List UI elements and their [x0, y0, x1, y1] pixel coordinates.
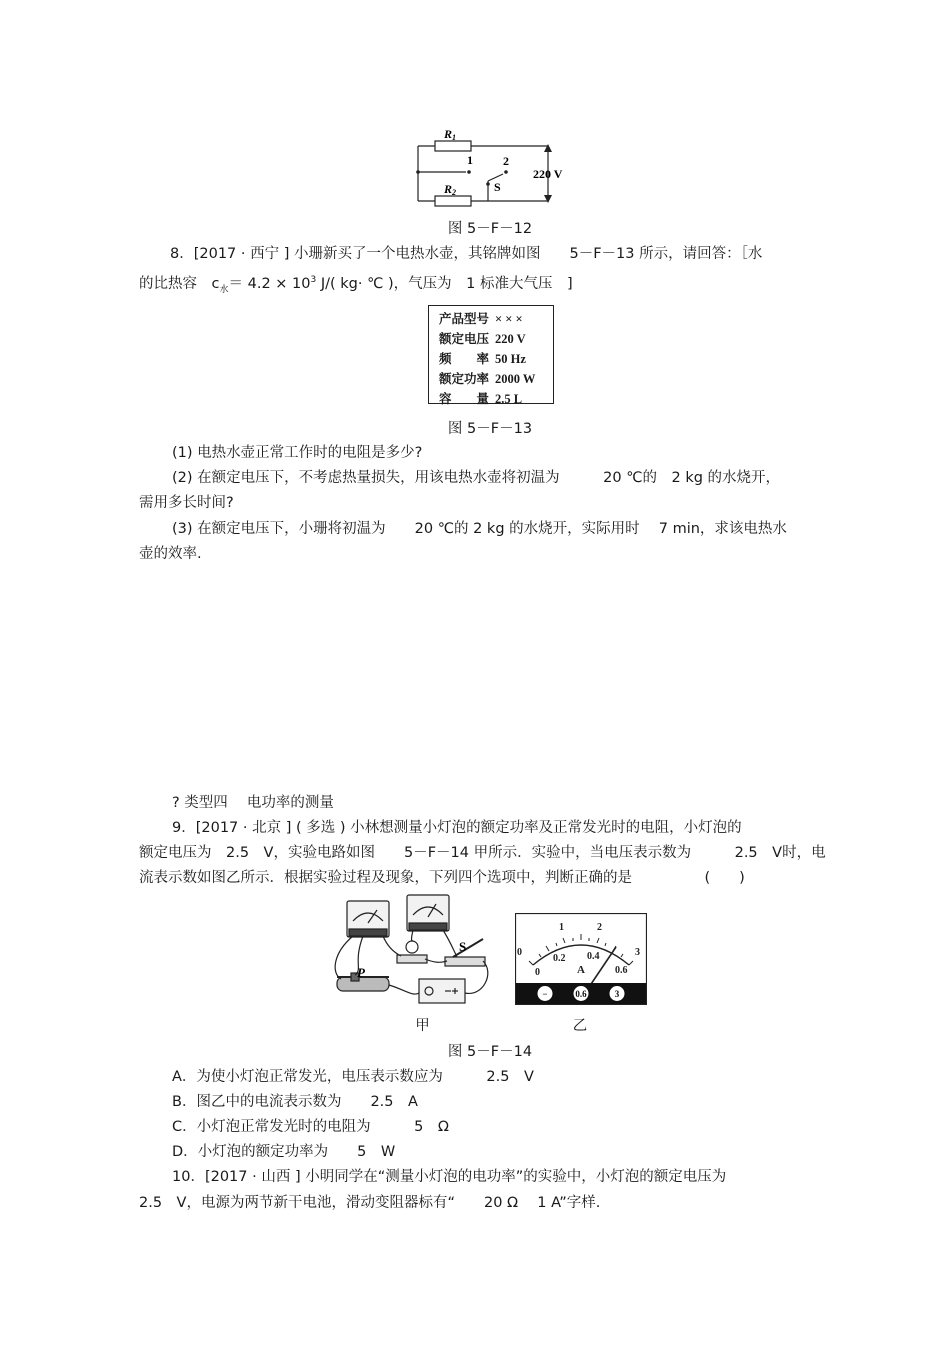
- voltage-label: 220 V: [533, 167, 563, 181]
- top-tick-3: 3: [635, 947, 640, 958]
- q8-line-1: 8．[2017 · 西宁 ] 小珊新买了一个电热水壶，其铭牌如图 5－F－13 所示，请回答：［水: [170, 246, 763, 262]
- q8-sub-3-b: 壶的效率.: [139, 546, 202, 562]
- terminal-3: 3: [614, 989, 620, 999]
- terminal-2: [504, 170, 508, 174]
- resistor-r2: [435, 196, 471, 206]
- nameplate-row: [439, 309, 553, 329]
- q8-sub-2-b: 需用多长时间?: [139, 495, 234, 511]
- nameplate-value: 2.5 L: [495, 392, 523, 406]
- q8-line-2: [139, 270, 573, 300]
- q9-option-d: D．小灯泡的额定功率为 5 W: [172, 1144, 396, 1160]
- q10-line-2: 2.5 V，电源为两节新干电池，滑动变阻器标有“ 20 Ω 1 A”字样.: [139, 1195, 601, 1211]
- q9-option-c: C．小灯泡正常发光时的电阻为 5 Ω: [172, 1119, 449, 1135]
- meter-unit-a: A: [577, 964, 585, 976]
- r2-label: R: [444, 182, 453, 196]
- figure-caption-5-f-13: 图 5－F－13: [447, 421, 533, 437]
- q8-line2-sub: 水: [219, 284, 229, 295]
- switch-base: [445, 957, 485, 966]
- q8-line2-post: J/( kg· ℃ )，气压为 1 标准大气压 ]: [316, 276, 573, 292]
- nameplate-value: 2000 W: [495, 372, 536, 386]
- ammeter-dial-yi: [515, 913, 647, 1005]
- svg-text:R1: [443, 127, 456, 142]
- nameplate-key: 产品型号: [439, 311, 490, 326]
- q8-line2-mid: ＝ 4.2 × 10: [228, 276, 311, 292]
- figure-label-yi: 乙: [572, 1018, 588, 1034]
- q8-line2-pre: 的比热容 c: [139, 276, 220, 292]
- q10-line-1: 10．[2017 · 山西 ] 小明同学在“测量小灯泡的电功率”的实验中，小灯泡的额定电压为: [172, 1169, 727, 1185]
- node-1-label: 1: [467, 153, 473, 167]
- nameplate-row: [439, 369, 553, 389]
- r1-label: R: [444, 127, 453, 141]
- figure-caption-5-f-12: 图 5－F－12: [447, 221, 533, 237]
- switch-label-s: S: [459, 939, 467, 954]
- nameplate-key: 额定电压: [439, 331, 490, 346]
- kettle-nameplate: [428, 305, 554, 404]
- figure-label-jia: 甲: [415, 1018, 430, 1034]
- svg-text:R2: [443, 182, 456, 197]
- switch-lever: [453, 939, 483, 957]
- r1-subscript: 1: [452, 133, 457, 142]
- switch-s-label: S: [494, 180, 501, 194]
- experiment-setup-jia: [333, 893, 493, 1013]
- nameplate-value: 220 V: [495, 332, 526, 346]
- q9-line-3: 流表示数如图乙所示．根据实验过程及现象，下列四个选项中，判断正确的是 ( ): [139, 870, 745, 886]
- bulb-icon: [406, 941, 418, 953]
- top-tick-2: 2: [597, 922, 602, 933]
- q9-option-b: B．图乙中的电流表示数为 2.5 A: [172, 1094, 418, 1110]
- nameplate-key: 额定功率: [439, 371, 490, 386]
- section-heading-type-4: ? 类型四 电功率的测量: [172, 795, 334, 811]
- nameplate-key: 频 率: [439, 351, 490, 366]
- bottom-tick-0-4: 0.4: [587, 951, 600, 962]
- bottom-tick-0-6: 0.6: [615, 965, 628, 976]
- bottom-tick-0-2: 0.2: [553, 953, 566, 964]
- q8-sub-3-a: (3) 在额定电压下，小珊将初温为 20 ℃的 2 kg 的水烧开，实际用时 7 min，求该电热水: [172, 521, 787, 537]
- figure-caption-5-f-14: 图 5－F－14: [447, 1044, 533, 1060]
- battery-box: [419, 979, 465, 1003]
- nameplate-value: × × ×: [495, 312, 523, 326]
- node-2-label: 2: [503, 154, 509, 168]
- circuit-diagram-5-f-12: [410, 124, 580, 214]
- q8-sub-1: (1) 电热水壶正常工作时的电阻是多少?: [172, 445, 423, 461]
- bottom-tick-0: 0: [535, 967, 540, 978]
- nameplate-key: 容 量: [439, 391, 490, 406]
- q8-line2-sup: 3: [310, 275, 317, 285]
- nameplate-row: [439, 389, 553, 409]
- terminal-minus: −: [542, 989, 548, 999]
- q8-sub-2-a: (2) 在额定电压下，不考虑热量损失，用该电热水壶将初温为 20 ℃的 2 kg 的水烧开，: [172, 470, 781, 486]
- q9-line-2: 额定电压为 2.5 V，实验电路如图 5－F－14 甲所示．实验中，当电压表示数为 2.5 V时，电: [139, 845, 826, 861]
- terminal-1: [467, 170, 471, 174]
- nameplate-row: [439, 329, 553, 349]
- top-tick-0: 0: [517, 947, 522, 958]
- nameplate-value: 50 Hz: [495, 352, 526, 366]
- slider-label-p: P: [357, 965, 365, 980]
- r2-subscript: 2: [452, 188, 457, 197]
- top-tick-1: 1: [559, 922, 564, 933]
- q9-line-1: 9．[2017 · 北京 ] ( 多选 ) 小林想测量小灯泡的额定功率及正常发光时的电阻，小灯泡的: [172, 820, 742, 836]
- resistor-r1: [435, 141, 471, 151]
- nameplate-row: [439, 349, 553, 369]
- q9-option-a: A．为使小灯泡正常发光，电压表示数应为 2.5 V: [172, 1069, 534, 1085]
- bulb-base: [397, 955, 427, 963]
- terminal-0-6: 0.6: [575, 989, 587, 999]
